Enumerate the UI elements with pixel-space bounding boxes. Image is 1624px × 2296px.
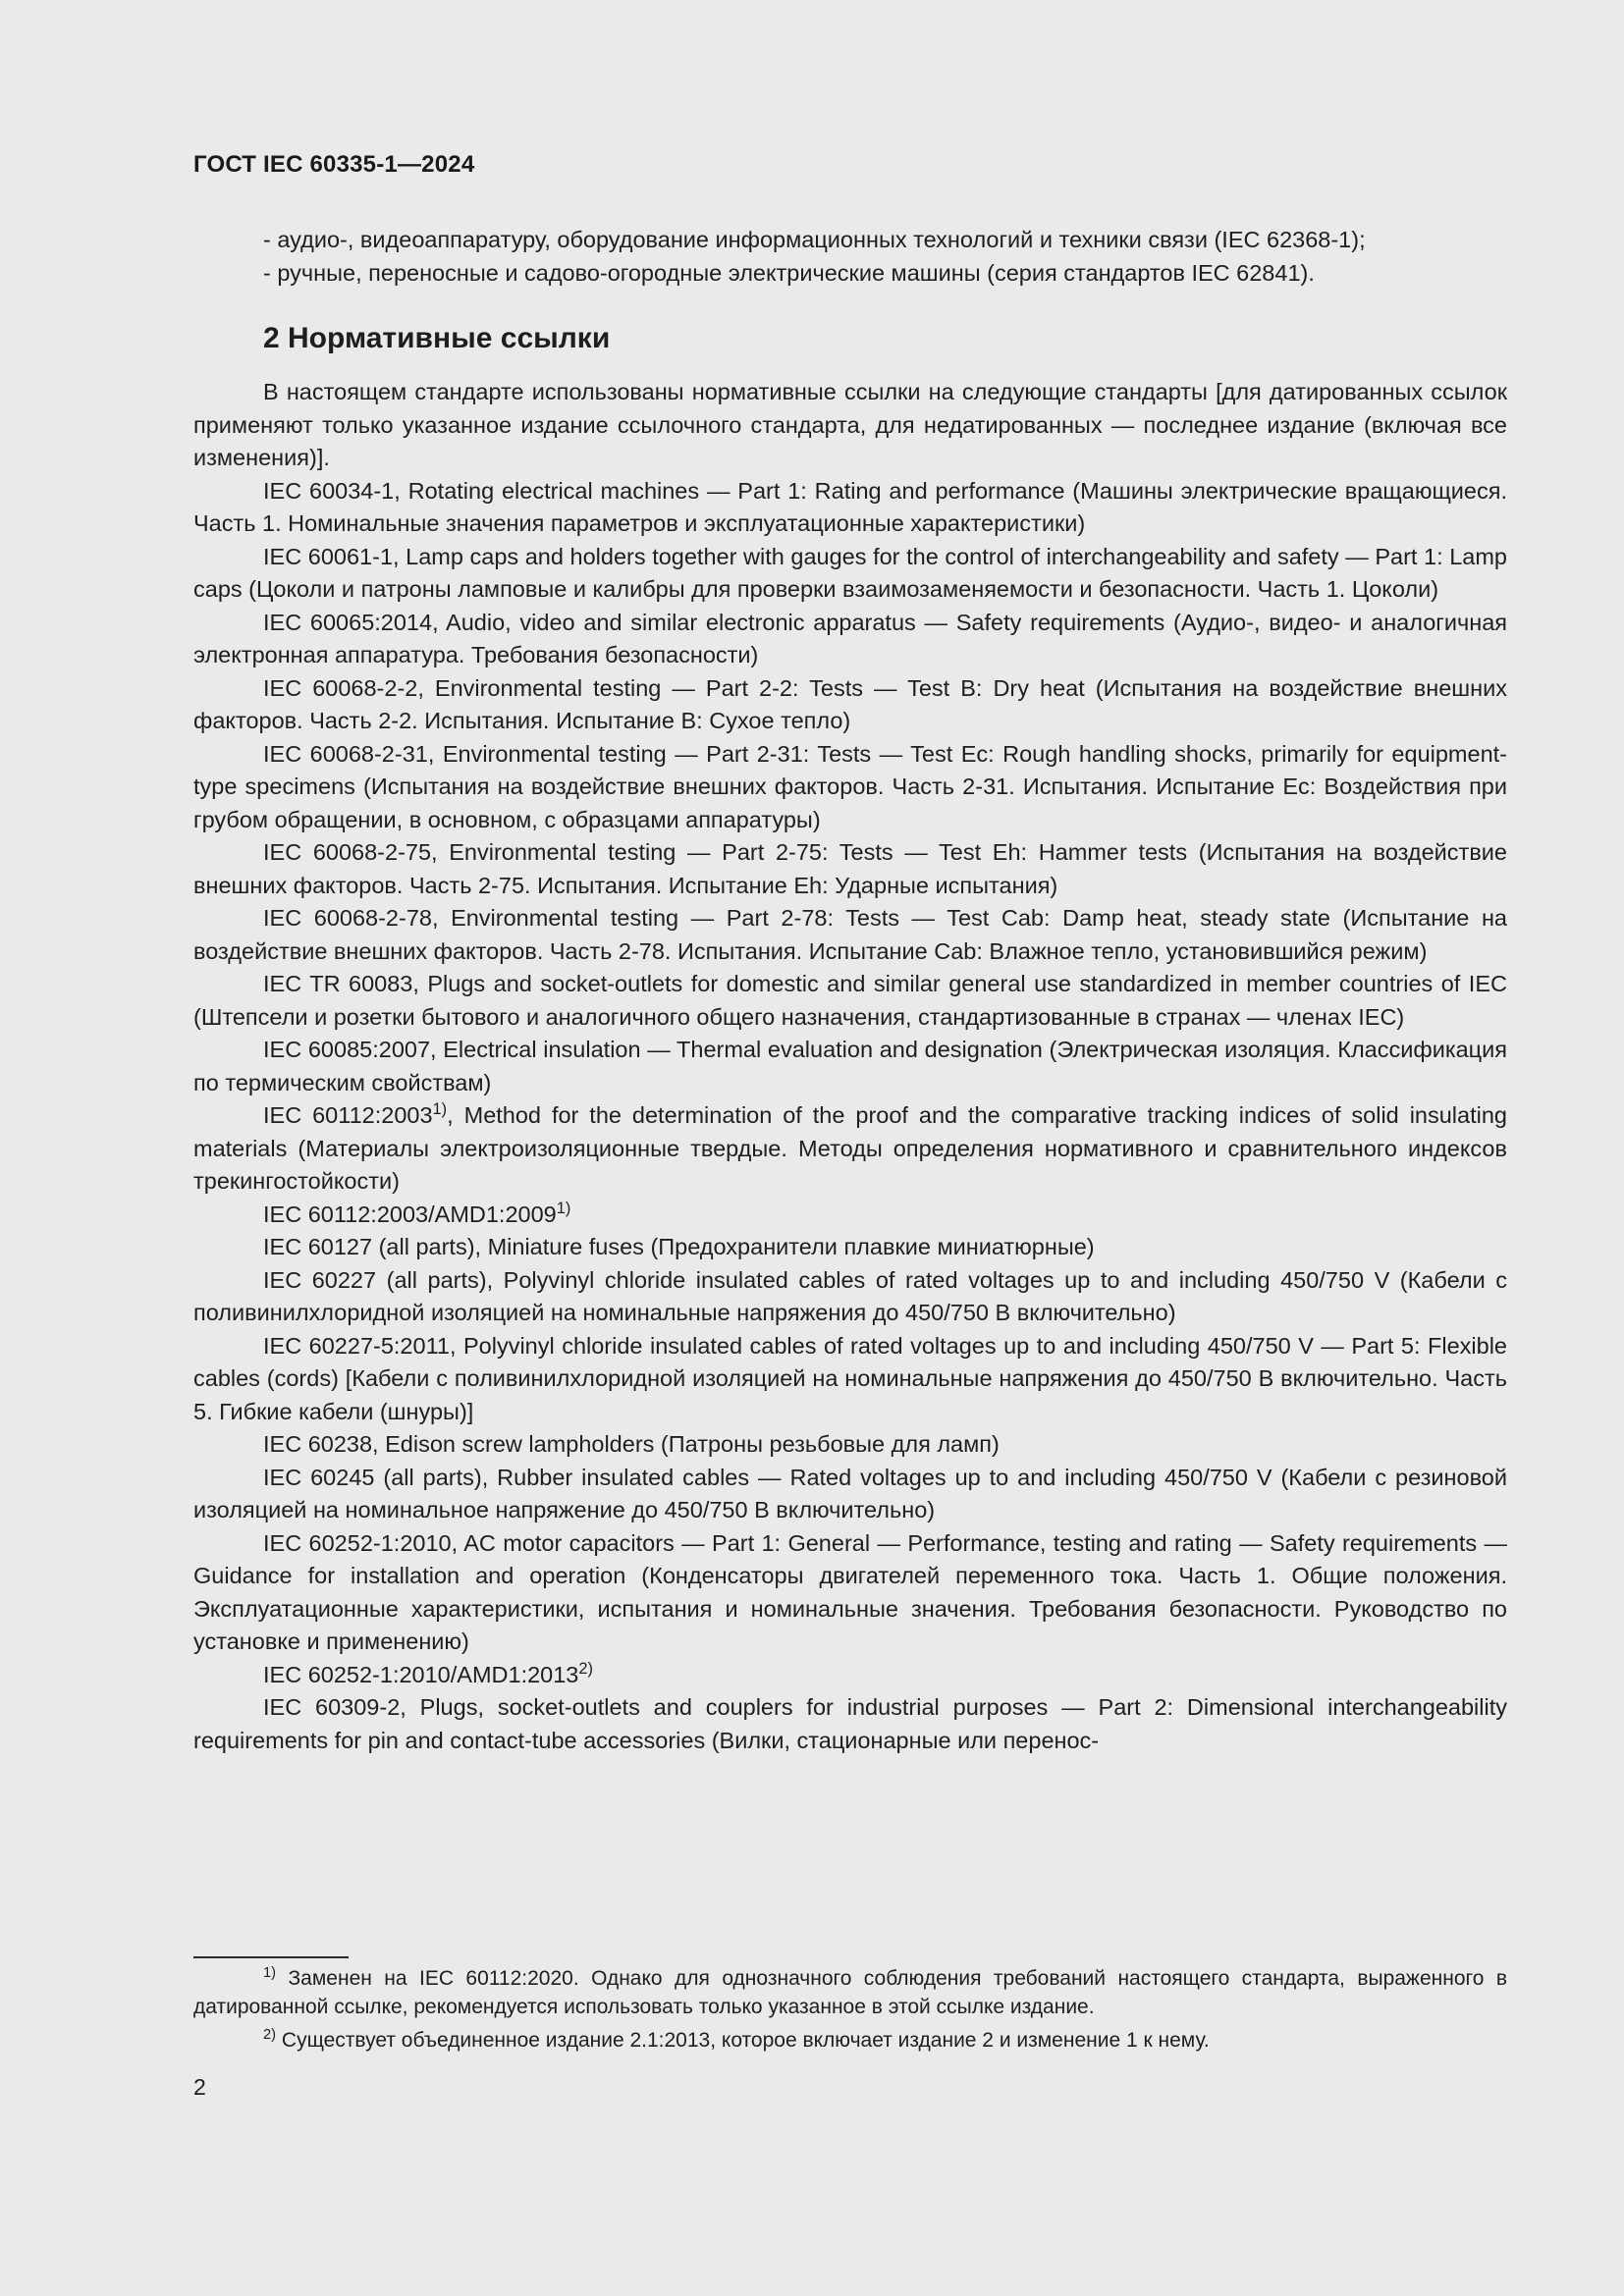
reference-item [193,1199,1507,1232]
footnotes [193,1964,1507,2059]
footnote-mark: 1) [263,1964,277,1981]
reference-code: IEC 60112:2003 [263,1102,433,1128]
page-number: 2 [193,2074,206,2100]
reference-item: IEC 60061-1, Lamp caps and holders together with gauges for the control of interchangeability and safety — Part 1: Lamp caps (Цоколи и патроны ламповые и калибры для проверки взаимозаменяемости и безопасности. Часть 1. Цоколи) [193,543,1507,602]
footnote-ref: 1) [556,1199,571,1217]
reference-code: IEC 60112:2003/AMD1:2009 [263,1201,557,1227]
page-content [193,224,1507,1757]
footnote-ref: 1) [432,1099,448,1118]
reference-item: IEC 60068-2-2, Environmental testing — Part 2-2: Tests — Test B: Dry heat (Испытания на воздействие внешних факторов. Часть 2-2. Испытания. Испытание В: Сухое тепло) [193,674,1507,733]
reference-item: IEC 60068-2-31, Environmental testing — Part 2-31: Tests — Test Ec: Rough handling shocks, primarily for equipment-type specimens (Испытания на воздействие внешних факторов. Часть 2-31. Испытания. Испытание Ec: Воздействия при грубом обращении, в основном, с образцами аппаратуры) [193,740,1507,832]
reference-item: IEC 60065:2014, Audio, video and similar electronic apparatus — Safety requirements (Аудио-, видео- и аналогичная электронная аппаратура. Требования безопасности) [193,609,1507,667]
reference-item [193,1099,1507,1199]
intro-item: - ручные, переносные и садово-огородные электрические машины (серия стандартов IEC 62841). [263,259,1315,286]
section-intro: В настоящем стандарте использованы нормативные ссылки на следующие стандарты [для датированных ссылок применяют только указанное издание ссылочного стандарта, для недатированных — последнее издание (включая все изменения)]. [193,379,1507,470]
intro-item: - аудио-, видеоаппаратуру, оборудование информационных технологий и техники связи (IEC 62368-1); [263,227,1366,252]
reference-code: IEC 60252-1:2010/AMD1:2013 [263,1661,579,1687]
reference-item: IEC 60238, Edison screw lampholders (Патроны резьбовые для ламп) [263,1431,1000,1457]
footnote [193,2026,1507,2055]
reference-item: IEC 60252-1:2010, AC motor capacitors — Part 1: General — Performance, testing and rating — Safety requirements — Guidance for installation and operation (Конденсаторы двигателей переменного тока. Часть 1. Общие положения. Эксплуатационные характеристики, испытания и номинальные значения. Требования безопасности. Руководство по установке и применению) [193,1529,1507,1654]
references-list [193,475,1507,1758]
section-heading: 2 Нормативные ссылки [263,322,611,354]
reference-item: IEC 60068-2-78, Environmental testing — Part 2-78: Tests — Test Cab: Damp heat, steady state (Испытание на воздействие внешних факторов. Часть 2-78. Испытания. Испытание Cab: Влажное тепло, установившийся режим) [193,905,1507,964]
footnote-text: Заменен на IEC 60112:2020. Однако для однозначного соблюдения требований настоящего стандарта, выраженного в датированной ссылке, рекомендуется использовать только указанное в этой ссылке издание. [193,1967,1507,2018]
reference-item: IEC 60127 (all parts), Miniature fuses (Предохранители плавкие миниатюрные) [263,1234,1095,1259]
reference-item: IEC 60309-2, Plugs, socket-outlets and couplers for industrial purposes — Part 2: Dimensional interchangeability requirements for pin and contact-tube accessories (Вилки, стационарные или перенос- [193,1694,1507,1753]
reference-item [193,1659,1507,1692]
footnote-divider [193,1956,349,1958]
reference-item: IEC 60245 (all parts), Rubber insulated cables — Rated voltages up to and including 450/750 V (Кабели с резиновой изоляцией на номинальное напряжение до 450/750 В включительно) [193,1464,1507,1522]
footnote [193,1964,1507,2021]
footnote-ref: 2) [578,1659,594,1678]
document-header: ГОСТ IEC 60335-1—2024 [193,151,475,178]
reference-item: IEC TR 60083, Plugs and socket-outlets for domestic and similar general use standardized in member countries of IEC (Штепсели и розетки бытового и аналогичного общего назначения, стандартизованные в странах — членах IEC) [193,971,1507,1030]
reference-item: IEC 60068-2-75, Environmental testing — Part 2-75: Tests — Test Eh: Hammer tests (Испытания на воздействие внешних факторов. Часть 2-75. Испытания. Испытание Eh: Ударные испытания) [193,839,1507,898]
reference-item: IEC 60227 (all parts), Polyvinyl chloride insulated cables of rated voltages up to and including 450/750 V (Кабели с поливинилхлоридной изоляцией на номинальные напряжения до 450/750 В включительно) [193,1266,1507,1325]
footnote-text: Существует объединенное издание 2.1:2013, которое включает издание 2 и изменение 1 к нему. [281,2029,1210,2052]
reference-title: , Method for the determination of the proof and the comparative tracking indices of solid insulating materials (Материалы электроизоляционные твердые. Методы определения нормативного и сравнительного индексов трекингостойкости) [193,1102,1507,1194]
reference-item: IEC 60085:2007, Electrical insulation — Thermal evaluation and designation (Электрическая изоляция. Классификация по термическим свойствам) [193,1037,1507,1095]
reference-item: IEC 60227-5:2011, Polyvinyl chloride insulated cables of rated voltages up to and including 450/750 V — Part 5: Flexible cables (cords) [Кабели с поливинилхлоридной изоляцией на номинальные напряжения до 450/750 В включительно. Часть 5. Гибкие кабели (шнуры)] [193,1332,1507,1424]
reference-item: IEC 60034-1, Rotating electrical machines — Part 1: Rating and performance (Машины электрические вращающиеся. Часть 1. Номинальные значения параметров и эксплуатационные характеристики) [193,477,1507,536]
footnote-mark: 2) [263,2026,277,2043]
